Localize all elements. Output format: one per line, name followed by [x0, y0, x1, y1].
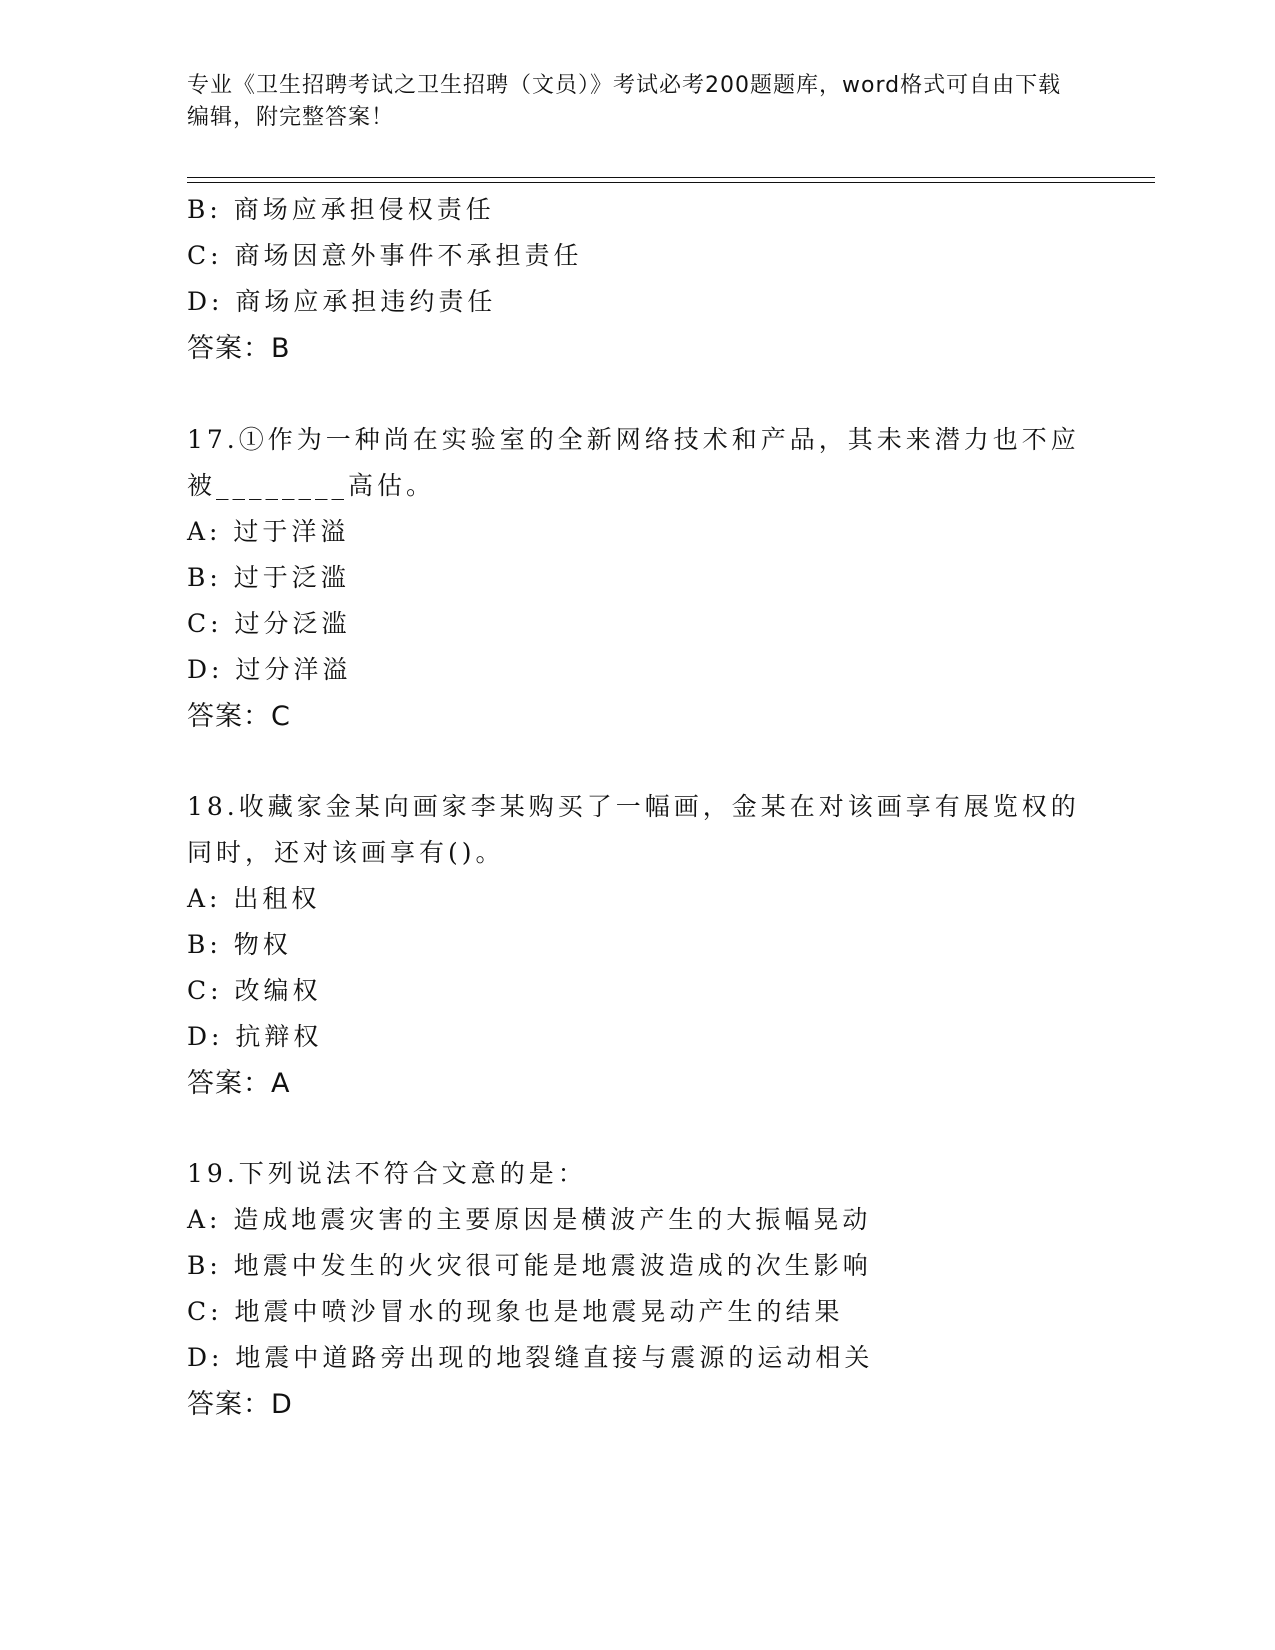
header-divider-bottom — [187, 182, 1155, 183]
q17-answer: 答案：C — [187, 701, 291, 732]
q19-option-d: D: 地震中道路旁出现的地裂缝直接与震源的运动相关 — [187, 1343, 874, 1372]
q16-option-d: D: 商场应承担违约责任 — [187, 287, 497, 316]
q16-option-c: C: 商场因意外事件不承担责任 — [187, 241, 583, 270]
q19-option-a: A: 造成地震灾害的主要原因是横波产生的大振幅晃动 — [187, 1205, 872, 1234]
q19-option-c: C: 地震中喷沙冒水的现象也是地震晃动产生的结果 — [187, 1297, 844, 1326]
q16-answer: 答案：B — [187, 333, 291, 364]
header-divider-top — [187, 177, 1155, 178]
q19-stem-line1: 19.下列说法不符合文意的是： — [187, 1159, 587, 1188]
q17-option-c: C: 过分泛滥 — [187, 609, 351, 638]
q17-stem-line2: 被________高估。 — [187, 471, 436, 500]
q16-option-b: B: 商场应承担侵权责任 — [187, 195, 495, 224]
q18-stem-line2: 同时，还对该画享有()。 — [187, 838, 505, 867]
q18-option-c: C: 改编权 — [187, 976, 322, 1005]
q18-stem-line1: 18.收藏家金某向画家李某购买了一幅画，金某在对该画享有展览权的 — [187, 792, 1080, 821]
q17-option-d: D: 过分洋溢 — [187, 655, 352, 684]
q18-option-d: D: 抗辩权 — [187, 1022, 323, 1051]
page-header: 专业《卫生招聘考试之卫生招聘（文员）》考试必考200题题库，word格式可自由下载编辑，附完整答案！ — [187, 73, 1062, 130]
q17-stem-line1: 17.①作为一种尚在实验室的全新网络技术和产品，其未来潜力也不应 — [187, 425, 1080, 454]
q17-option-b: B: 过于泛滥 — [187, 563, 350, 592]
q19-option-b: B: 地震中发生的火灾很可能是地震波造成的次生影响 — [187, 1251, 872, 1280]
q17-option-a: A: 过于洋溢 — [187, 517, 350, 546]
q18-answer: 答案：A — [187, 1068, 291, 1099]
q19-answer: 答案：D — [187, 1389, 293, 1420]
q18-option-a: A: 出租权 — [187, 884, 321, 913]
q18-option-b: B: 物权 — [187, 930, 292, 959]
